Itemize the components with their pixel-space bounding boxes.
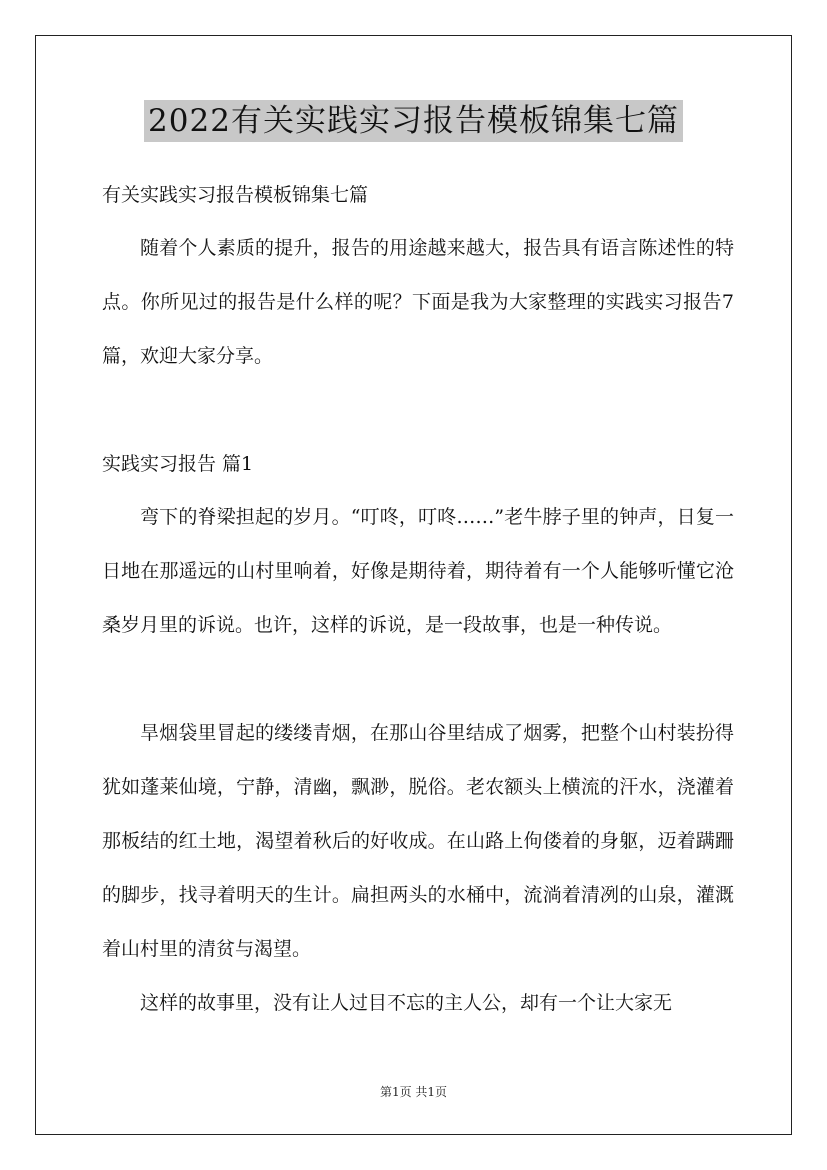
document-title: 2022有关实践实习报告模板锦集七篇: [144, 100, 683, 142]
body-paragraph-2: 旱烟袋里冒起的缕缕青烟，在那山谷里结成了烟雾，把整个山村装扮得犹如蓬莱仙境，宁静，清幽，飘渺，脱俗。老农额头上横流的汗水，浇灌着那板结的红土地，渴望着秋后的好收成。在山路上佝偻着的身躯，迈着蹒跚的脚步，找寻着明天的生计。扁担两头的水桶中，流淌着清冽的山泉，灌溉着山村里的清贫与渴望。: [102, 722, 734, 960]
page-footer: 第1页 共1页: [379, 1085, 448, 1099]
title-container: [0, 100, 827, 142]
body-paragraph-1: 弯下的脊梁担起的岁月。“叮咚，叮咚……”老牛脖子里的钟声，日复一日地在那遥远的山村里响着，好像是期待着，期待着有一个人能够听懂它沧桑岁月里的诉说。也许，这样的诉说，是一段故事，也是一种传说。: [102, 506, 734, 636]
intro-paragraph: 随着个人素质的提升，报告的用途越来越大，报告具有语言陈述性的特点。你所见过的报告是什么样的呢？下面是我为大家整理的实践实习报告7篇，欢迎大家分享。: [102, 237, 734, 367]
document-subtitle: 有关实践实习报告模板锦集七篇: [102, 184, 369, 206]
body-paragraph-3: 这样的故事里，没有让人过目不忘的主人公，却有一个让大家无: [140, 992, 673, 1014]
section-heading: 实践实习报告 篇1: [102, 453, 254, 475]
